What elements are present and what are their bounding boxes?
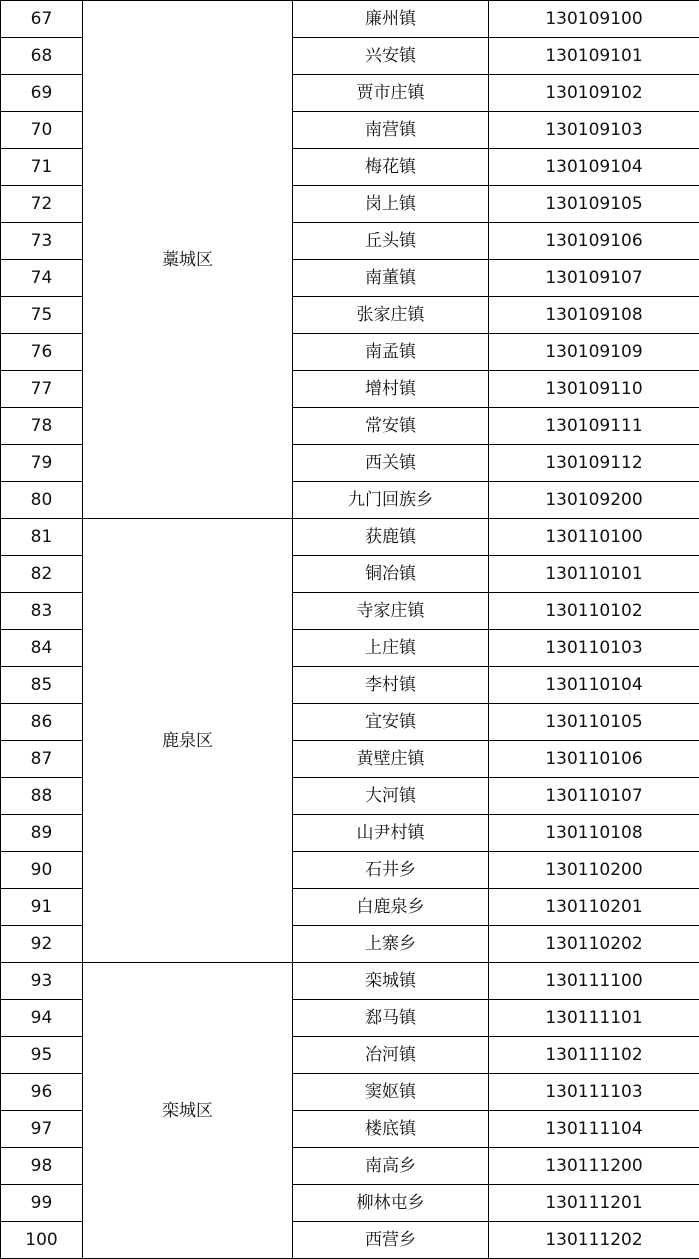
row-number-cell: 69 <box>1 75 83 112</box>
division-code-cell: 130109112 <box>489 445 699 482</box>
town-name-cell: 大河镇 <box>293 778 489 815</box>
town-name-cell: 南营镇 <box>293 112 489 149</box>
town-name-cell: 李村镇 <box>293 667 489 704</box>
division-code-cell: 130109107 <box>489 260 699 297</box>
town-name-cell: 九门回族乡 <box>293 482 489 519</box>
row-number-cell: 83 <box>1 593 83 630</box>
division-code-cell: 130110100 <box>489 519 699 556</box>
division-code-cell: 130109111 <box>489 408 699 445</box>
row-number-cell: 75 <box>1 297 83 334</box>
division-code-cell: 130109108 <box>489 297 699 334</box>
division-code-cell: 130111101 <box>489 1000 699 1037</box>
row-number-cell: 96 <box>1 1074 83 1111</box>
row-number-cell: 87 <box>1 741 83 778</box>
row-number-cell: 100 <box>1 1222 83 1259</box>
row-number-cell: 67 <box>1 1 83 38</box>
town-name-cell: 梅花镇 <box>293 149 489 186</box>
division-code-cell: 130110108 <box>489 815 699 852</box>
town-name-cell: 廉州镇 <box>293 1 489 38</box>
town-name-cell: 石井乡 <box>293 852 489 889</box>
row-number-cell: 77 <box>1 371 83 408</box>
town-name-cell: 楼底镇 <box>293 1111 489 1148</box>
town-name-cell: 南孟镇 <box>293 334 489 371</box>
town-name-cell: 获鹿镇 <box>293 519 489 556</box>
division-code-cell: 130109103 <box>489 112 699 149</box>
town-name-cell: 兴安镇 <box>293 38 489 75</box>
town-name-cell: 岗上镇 <box>293 186 489 223</box>
row-number-cell: 90 <box>1 852 83 889</box>
division-code-cell: 130109104 <box>489 149 699 186</box>
division-code-cell: 130110101 <box>489 556 699 593</box>
town-name-cell: 上庄镇 <box>293 630 489 667</box>
row-number-cell: 68 <box>1 38 83 75</box>
row-number-cell: 97 <box>1 1111 83 1148</box>
row-number-cell: 82 <box>1 556 83 593</box>
row-number-cell: 99 <box>1 1185 83 1222</box>
town-name-cell: 增村镇 <box>293 371 489 408</box>
division-code-cell: 130110106 <box>489 741 699 778</box>
town-name-cell: 山尹村镇 <box>293 815 489 852</box>
division-code-cell: 130110103 <box>489 630 699 667</box>
row-number-cell: 91 <box>1 889 83 926</box>
division-code-cell: 130110107 <box>489 778 699 815</box>
town-name-cell: 黄壁庄镇 <box>293 741 489 778</box>
town-name-cell: 宜安镇 <box>293 704 489 741</box>
division-code-cell: 130111103 <box>489 1074 699 1111</box>
division-code-cell: 130111200 <box>489 1148 699 1185</box>
town-name-cell: 常安镇 <box>293 408 489 445</box>
town-name-cell: 上寨乡 <box>293 926 489 963</box>
row-number-cell: 76 <box>1 334 83 371</box>
row-number-cell: 80 <box>1 482 83 519</box>
division-code-cell: 130109110 <box>489 371 699 408</box>
town-name-cell: 郄马镇 <box>293 1000 489 1037</box>
town-name-cell: 张家庄镇 <box>293 297 489 334</box>
town-name-cell: 栾城镇 <box>293 963 489 1000</box>
row-number-cell: 78 <box>1 408 83 445</box>
town-name-cell: 冶河镇 <box>293 1037 489 1074</box>
town-name-cell: 南高乡 <box>293 1148 489 1185</box>
division-code-cell: 130110201 <box>489 889 699 926</box>
division-code-cell: 130111102 <box>489 1037 699 1074</box>
town-name-cell: 贾市庄镇 <box>293 75 489 112</box>
division-code-cell: 130109106 <box>489 223 699 260</box>
division-code-cell: 130111202 <box>489 1222 699 1259</box>
town-name-cell: 窦妪镇 <box>293 1074 489 1111</box>
row-number-cell: 81 <box>1 519 83 556</box>
division-code-cell: 130110202 <box>489 926 699 963</box>
division-code-cell: 130109200 <box>489 482 699 519</box>
row-number-cell: 98 <box>1 1148 83 1185</box>
row-number-cell: 94 <box>1 1000 83 1037</box>
row-number-cell: 88 <box>1 778 83 815</box>
town-name-cell: 西关镇 <box>293 445 489 482</box>
division-code-cell: 130109109 <box>489 334 699 371</box>
town-name-cell: 南董镇 <box>293 260 489 297</box>
division-code-cell: 130109101 <box>489 38 699 75</box>
table-row <box>1 1 699 38</box>
row-number-cell: 86 <box>1 704 83 741</box>
row-number-cell: 71 <box>1 149 83 186</box>
row-number-cell: 72 <box>1 186 83 223</box>
row-number-cell: 92 <box>1 926 83 963</box>
division-code-cell: 130110200 <box>489 852 699 889</box>
table-body <box>1 1 699 1259</box>
row-number-cell: 74 <box>1 260 83 297</box>
row-number-cell: 95 <box>1 1037 83 1074</box>
division-code-cell: 130109102 <box>489 75 699 112</box>
row-number-cell: 93 <box>1 963 83 1000</box>
town-name-cell: 柳林屯乡 <box>293 1185 489 1222</box>
district-cell: 藁城区 <box>83 1 293 519</box>
town-name-cell: 寺家庄镇 <box>293 593 489 630</box>
division-code-cell: 130111104 <box>489 1111 699 1148</box>
town-name-cell: 丘头镇 <box>293 223 489 260</box>
division-code-cell: 130111100 <box>489 963 699 1000</box>
table-row <box>1 519 699 556</box>
town-name-cell: 白鹿泉乡 <box>293 889 489 926</box>
table-row <box>1 963 699 1000</box>
district-cell: 栾城区 <box>83 963 293 1259</box>
row-number-cell: 73 <box>1 223 83 260</box>
row-number-cell: 70 <box>1 112 83 149</box>
division-code-cell: 130110102 <box>489 593 699 630</box>
row-number-cell: 79 <box>1 445 83 482</box>
town-name-cell: 西营乡 <box>293 1222 489 1259</box>
row-number-cell: 84 <box>1 630 83 667</box>
division-code-cell: 130111201 <box>489 1185 699 1222</box>
division-code-cell: 130110104 <box>489 667 699 704</box>
row-number-cell: 85 <box>1 667 83 704</box>
district-cell: 鹿泉区 <box>83 519 293 963</box>
division-code-cell: 130110105 <box>489 704 699 741</box>
town-name-cell: 铜冶镇 <box>293 556 489 593</box>
division-code-cell: 130109105 <box>489 186 699 223</box>
row-number-cell: 89 <box>1 815 83 852</box>
division-code-cell: 130109100 <box>489 1 699 38</box>
